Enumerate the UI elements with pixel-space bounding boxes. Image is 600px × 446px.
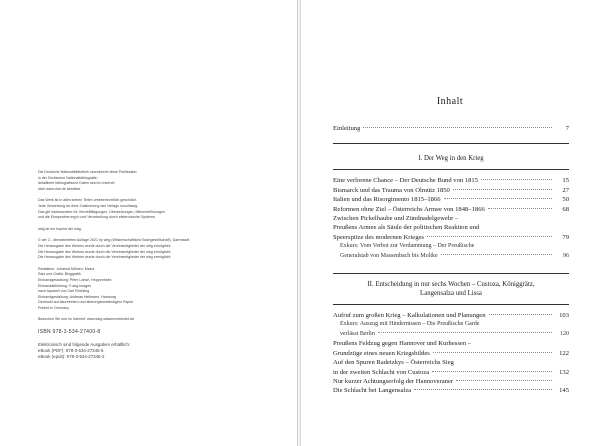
dot-leader	[433, 352, 552, 353]
table-of-contents	[333, 124, 569, 396]
dot-leader	[414, 389, 552, 390]
left-page	[0, 0, 298, 446]
divider	[333, 143, 569, 144]
toc-title: Inhalt	[436, 96, 464, 107]
credit-line: Gedruckt auf säurefreiem und alterungsbeständigem Papier	[38, 300, 134, 305]
dot-leader	[453, 189, 552, 190]
toc-entry	[333, 124, 569, 133]
toc-entry-page: 145	[559, 387, 569, 395]
edition-line: Die Herausgabe des Werkes wurde durch die Vereinsmitglieder der wbg ermöglicht.	[38, 249, 172, 254]
imprint-block	[38, 170, 278, 366]
toc-excursus	[333, 242, 569, 261]
toc-line	[340, 252, 569, 261]
ebook-intro: Elektronisch sind folgende Ausgaben erhältlich:	[38, 342, 131, 348]
web-notice	[38, 317, 278, 323]
toc-entry-page: 7	[565, 125, 569, 132]
toc-entry-page: 120	[560, 330, 569, 337]
toc-entry	[333, 186, 569, 195]
toc-entry-title-line: Preußens Armee als Säule der politischen Reaktion und	[333, 224, 480, 232]
toc-entry-title-line: Speerspitze des modernen Krieges	[333, 233, 424, 241]
dnb-line: in der Deutschen Nationalbibliografie;	[38, 175, 98, 180]
dot-leader	[489, 314, 552, 315]
dnb-line: Die Deutsche Nationalbibliothek verzeichnet diese Publikation	[38, 170, 137, 174]
dot-leader	[378, 332, 552, 333]
toc-entry	[333, 176, 569, 185]
toc-entry	[333, 205, 569, 214]
edition-line: Die Herausgabe des Werkes wurde durch die Vereinsmitglieder der wbg ermöglicht.	[38, 255, 172, 260]
dot-leader	[481, 179, 552, 180]
toc-line	[333, 214, 569, 223]
dnb-line: detaillierte bibliografische Daten sind im Internet	[38, 181, 115, 186]
credit-line: Einbandgestaltung: Andreas Heilmann, Hamburg	[38, 294, 116, 299]
rights-line: und die Einspeicherung in und Verarbeitung durch elektronische Systeme.	[38, 215, 156, 220]
credit-line: nach Aquarell von Carl Röchling	[38, 289, 90, 294]
dot-leader	[488, 208, 552, 209]
toc-entry-title-line: Grundzüge eines neuen Kriegsbildes	[333, 349, 430, 357]
spacer	[333, 261, 569, 269]
dnb-line: über www.dnb.de abrufbar.	[38, 186, 81, 191]
rights-notice	[38, 198, 278, 220]
edition-notice	[38, 238, 278, 260]
wbg-text: wbg ist ein Imprint der wbg.	[38, 226, 82, 231]
toc-excursus	[333, 320, 569, 339]
toc-entry-title: Aufruf zum großen Krieg – Kalkulationen und Planungen	[333, 312, 486, 320]
dot-leader	[441, 254, 552, 255]
toc-entry	[333, 311, 569, 320]
toc-line	[333, 349, 569, 358]
toc-line	[340, 242, 569, 251]
toc-entry-title-line: Generalstab von Massenbach bis Moltke	[340, 252, 438, 259]
ebook-epub: eBook (epub): 978-3-534-27346-2	[38, 354, 105, 360]
wbg-line	[38, 227, 278, 233]
isbn-block	[38, 329, 278, 336]
production-credits	[38, 267, 278, 312]
dot-leader	[427, 236, 552, 237]
toc-line	[333, 339, 569, 348]
dot-leader	[363, 127, 552, 128]
credit-line: Printed in Germany	[38, 305, 69, 310]
toc-entry-page: 132	[559, 368, 569, 376]
toc-entry-title-line: Exkurs: Vom Verbot zur Verdammung – Der Preußische	[340, 243, 475, 250]
toc-entry-multiline	[333, 339, 569, 358]
toc-entry	[333, 386, 569, 395]
dot-leader	[444, 198, 552, 199]
part-heading: I. Der Weg in den Krieg	[418, 155, 484, 163]
rights-line: Das gilt insbesondere für Vervielfältigungen, Übersetzungen, Mikroverfilmungen	[38, 209, 165, 214]
toc-entry-page: 103	[559, 312, 569, 320]
divider	[333, 273, 569, 274]
toc-entry-page: 15	[562, 177, 569, 185]
toc-entry-title: Italien und das Risorgimento 1815–1866	[333, 196, 441, 204]
toc-entry-multiline	[333, 214, 569, 242]
toc-entry-title: Bismarck und das Trauma von Olmütz 1850	[333, 186, 450, 194]
toc-entry-page: 68	[562, 205, 569, 213]
toc-entry-multiline	[333, 358, 569, 377]
dot-leader	[456, 380, 552, 381]
credit-line: Satz und Grafik: Bloggrafik	[38, 272, 81, 277]
toc-entry-title: Die Schlacht bei Langensalza	[333, 387, 412, 395]
credit-line: Redaktion: Johanna Mühlen, Mainz	[38, 266, 95, 271]
ebook-pdf: eBook (PDF): 978-3-534-27345-5	[38, 348, 104, 354]
toc-entry	[333, 195, 569, 204]
toc-entry-title-line: Auf den Spuren Radetzkys – Österreichs Sieg	[333, 359, 454, 367]
credit-line: Einbandgestaltung: Peter Lohse, Heppenheim	[38, 277, 112, 282]
rights-line: Das Werk ist in allen seinen Teilen urheberrechtlich geschützt.	[38, 198, 137, 203]
edition-line: Die Herausgabe des Werkes wurde durch die Vereinsmitglieder der wbg ermöglicht.	[38, 243, 172, 248]
toc-entry-page: 50	[562, 196, 569, 204]
toc-entry-title-line: Zwischen Pickelhaube und Zündnadelgewehr –	[333, 215, 459, 223]
toc-line	[333, 368, 569, 377]
divider	[333, 304, 569, 305]
edition-line: © der 2., überarbeiteten Auflage 2021 by wbg (Wissenschaftliche Buchgesellschaft), Darmstadt	[38, 238, 190, 243]
toc-line	[340, 330, 569, 339]
part-heading-line: II. Entscheidung in nur sechs Wochen – Custoza, Königgrätz,	[367, 281, 535, 289]
part-heading-line: Langensalza und Lissa	[420, 290, 482, 298]
toc-line	[333, 233, 569, 242]
rights-line: Jede Verwertung ist ohne Zustimmung des Verlags unzulässig.	[38, 203, 139, 208]
isbn: ISBN 978-3-534-27400-8	[38, 329, 101, 336]
dnb-notice	[38, 170, 278, 192]
dot-leader	[432, 371, 552, 372]
toc-entry-title: Nur kurzer Achtungserfolg der Hannoveraner	[333, 377, 454, 385]
toc-entry-title: Eine verlorene Chance – Der Deutsche Bund von 1815	[333, 177, 479, 185]
ebook-block	[38, 342, 278, 360]
toc-entry	[333, 377, 569, 386]
toc-entry-page: 96	[563, 252, 569, 259]
toc-entry-title-line: verlässt Berlin	[340, 330, 375, 337]
toc-entry-title: Einleitung	[333, 125, 361, 132]
credit-line: Einbandabbildung: © akg-images	[38, 283, 91, 288]
toc-entry-page: 27	[562, 186, 569, 194]
toc-entry-title-line: in der zweiten Schlacht von Custoza	[333, 368, 430, 376]
toc-line	[333, 358, 569, 367]
toc-entry-page: 122	[559, 349, 569, 357]
web-text: Besuchen Sie uns im Internet: www.wbg-wissenverbindet.de	[38, 317, 135, 322]
toc-line	[340, 320, 569, 329]
toc-entry-page: 79	[562, 233, 569, 241]
part-heading	[333, 280, 569, 298]
toc-entry-title: Reformen ohne Ziel – Österreichs Armee von 1848–1866	[333, 205, 485, 213]
divider	[333, 169, 569, 170]
toc-entry-title-line: Preußens Feldzug gegen Hannover und Kurhessen –	[333, 340, 472, 348]
toc-entry-title-line: Exkurs: Auszug mit Hindernissen – Die Preußische Garde	[340, 321, 480, 328]
toc-line	[333, 223, 569, 232]
